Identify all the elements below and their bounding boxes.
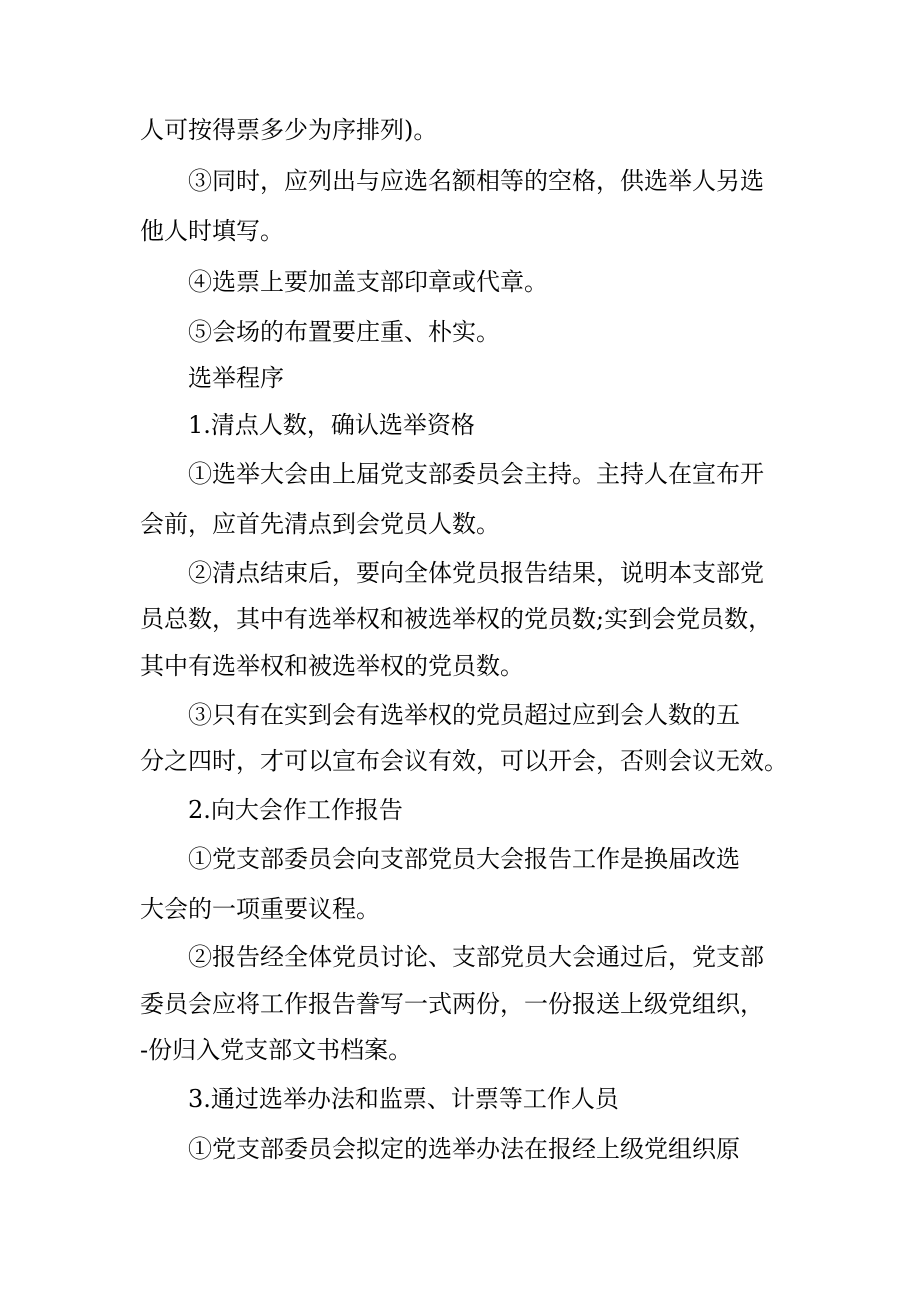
section-heading: 选举程序: [188, 364, 284, 392]
text-line: 人可按得票多少为序排列)。: [140, 116, 438, 144]
text-line: ③同时，应列出与应选名额相等的空格，供选举人另选: [188, 167, 764, 195]
text-line: 员总数，其中有选举权和被选举权的党员数;实到会党员数，: [140, 605, 773, 633]
text-line: ②清点结束后，要向全体党员报告结果，说明本支部党: [188, 559, 764, 587]
subsection-heading: 3.通过选举办法和监票、计票等工作人员: [188, 1085, 619, 1113]
subsection-heading: 1.清点人数，确认选举资格: [188, 411, 475, 439]
text-line: ①党支部委员会向支部党员大会报告工作是换届改选: [188, 845, 740, 873]
text-line: 大会的一项重要议程。: [140, 895, 380, 923]
subsection-heading: 2.向大会作工作报告: [188, 796, 403, 824]
text-line: ③只有在实到会有选举权的党员超过应到会人数的五: [188, 701, 740, 729]
text-line: 会前，应首先清点到会党员人数。: [140, 510, 500, 538]
text-line: ②报告经全体党员讨论、支部党员大会通过后，党支部: [188, 943, 764, 971]
text-line: ⑤会场的布置要庄重、朴实。: [188, 318, 500, 346]
text-line: 分之四时，才可以宣布会议有效，可以开会，否则会议无效。: [140, 747, 788, 775]
text-line: 委员会应将工作报告誊写一式两份，一份报送上级党组织，: [140, 990, 764, 1018]
text-line: ④选票上要加盖支部印章或代章。: [188, 268, 548, 296]
text-line: 他人时填写。: [140, 217, 284, 245]
text-line: 其中有选举权和被选举权的党员数。: [140, 652, 524, 680]
text-line: -份归入党支部文书档案。: [140, 1036, 413, 1064]
text-line: ①党支部委员会拟定的选举办法在报经上级党组织原: [188, 1135, 740, 1163]
text-line: ①选举大会由上届党支部委员会主持。主持人在宣布开: [188, 460, 764, 488]
